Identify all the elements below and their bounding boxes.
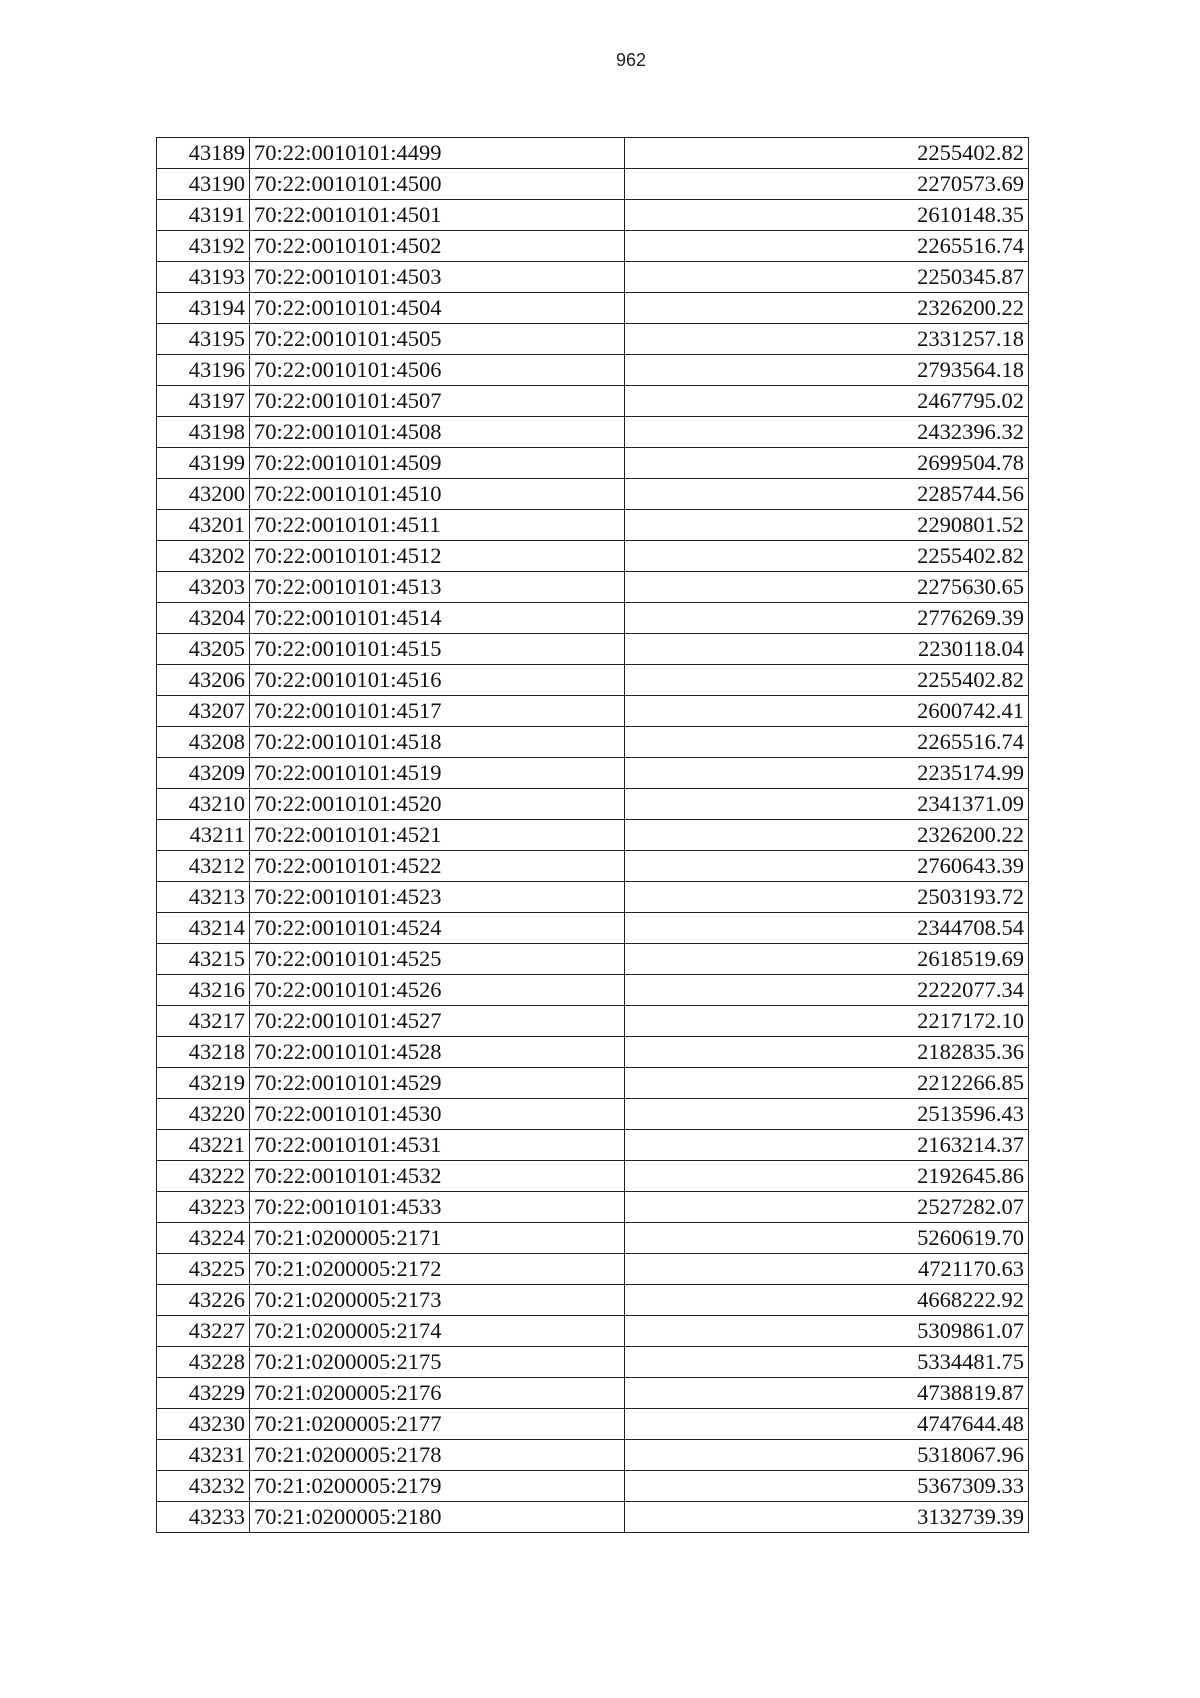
cadastral-number-cell: 70:22:0010101:4512 [250, 541, 625, 572]
row-number-cell: 43198 [157, 417, 250, 448]
cadastral-number-cell: 70:22:0010101:4515 [250, 634, 625, 665]
row-number-cell: 43228 [157, 1347, 250, 1378]
row-number-cell: 43197 [157, 386, 250, 417]
table-row [157, 851, 1029, 882]
value-cell: 2344708.54 [625, 913, 1029, 944]
table-row [157, 1502, 1029, 1533]
value-cell: 2250345.87 [625, 262, 1029, 293]
value-cell: 4747644.48 [625, 1409, 1029, 1440]
row-number-cell: 43229 [157, 1378, 250, 1409]
value-cell: 4738819.87 [625, 1378, 1029, 1409]
value-cell: 5260619.70 [625, 1223, 1029, 1254]
cadastral-number-cell: 70:22:0010101:4505 [250, 324, 625, 355]
cadastral-number-cell: 70:22:0010101:4518 [250, 727, 625, 758]
value-cell: 2163214.37 [625, 1130, 1029, 1161]
value-cell: 2341371.09 [625, 789, 1029, 820]
cadastral-number-cell: 70:22:0010101:4506 [250, 355, 625, 386]
cadastral-number-cell: 70:21:0200005:2178 [250, 1440, 625, 1471]
table-row [157, 1099, 1029, 1130]
value-cell: 5367309.33 [625, 1471, 1029, 1502]
cadastral-number-cell: 70:22:0010101:4527 [250, 1006, 625, 1037]
row-number-cell: 43199 [157, 448, 250, 479]
table-body [157, 138, 1029, 1533]
table-row [157, 262, 1029, 293]
row-number-cell: 43212 [157, 851, 250, 882]
row-number-cell: 43219 [157, 1068, 250, 1099]
table-row [157, 417, 1029, 448]
cadastral-number-cell: 70:22:0010101:4517 [250, 696, 625, 727]
value-cell: 2467795.02 [625, 386, 1029, 417]
row-number-cell: 43222 [157, 1161, 250, 1192]
value-cell: 2618519.69 [625, 944, 1029, 975]
cadastral-number-cell: 70:22:0010101:4500 [250, 169, 625, 200]
cadastral-number-cell: 70:22:0010101:4511 [250, 510, 625, 541]
row-number-cell: 43215 [157, 944, 250, 975]
table-row [157, 1316, 1029, 1347]
cadastral-number-cell: 70:21:0200005:2173 [250, 1285, 625, 1316]
table-row [157, 1130, 1029, 1161]
row-number-cell: 43202 [157, 541, 250, 572]
value-cell: 2760643.39 [625, 851, 1029, 882]
cadastral-number-cell: 70:21:0200005:2176 [250, 1378, 625, 1409]
value-cell: 2182835.36 [625, 1037, 1029, 1068]
row-number-cell: 43194 [157, 293, 250, 324]
value-cell: 2600742.41 [625, 696, 1029, 727]
cadastral-number-cell: 70:22:0010101:4528 [250, 1037, 625, 1068]
value-cell: 2290801.52 [625, 510, 1029, 541]
cadastral-number-cell: 70:22:0010101:4526 [250, 975, 625, 1006]
table-row [157, 541, 1029, 572]
table-row [157, 665, 1029, 696]
table-row [157, 975, 1029, 1006]
table-row [157, 169, 1029, 200]
row-number-cell: 43233 [157, 1502, 250, 1533]
table-row [157, 324, 1029, 355]
cadastral-value-table [156, 137, 1029, 1533]
value-cell: 2793564.18 [625, 355, 1029, 386]
table-row [157, 1037, 1029, 1068]
page-number: 962 [615, 50, 647, 70]
table-row [157, 1440, 1029, 1471]
value-cell: 2255402.82 [625, 541, 1029, 572]
table-row [157, 603, 1029, 634]
cadastral-number-cell: 70:22:0010101:4504 [250, 293, 625, 324]
cadastral-number-cell: 70:22:0010101:4516 [250, 665, 625, 696]
row-number-cell: 43226 [157, 1285, 250, 1316]
row-number-cell: 43209 [157, 758, 250, 789]
value-cell: 2776269.39 [625, 603, 1029, 634]
cadastral-number-cell: 70:22:0010101:4513 [250, 572, 625, 603]
value-cell: 2270573.69 [625, 169, 1029, 200]
value-cell: 2212266.85 [625, 1068, 1029, 1099]
value-cell: 2192645.86 [625, 1161, 1029, 1192]
row-number-cell: 43206 [157, 665, 250, 696]
cadastral-number-cell: 70:21:0200005:2175 [250, 1347, 625, 1378]
cadastral-number-cell: 70:22:0010101:4523 [250, 882, 625, 913]
table-row [157, 1161, 1029, 1192]
table-row [157, 293, 1029, 324]
table-row [157, 1223, 1029, 1254]
cadastral-number-cell: 70:22:0010101:4519 [250, 758, 625, 789]
row-number-cell: 43190 [157, 169, 250, 200]
table-row [157, 510, 1029, 541]
row-number-cell: 43216 [157, 975, 250, 1006]
table-row [157, 820, 1029, 851]
cadastral-number-cell: 70:22:0010101:4521 [250, 820, 625, 851]
cadastral-number-cell: 70:22:0010101:4532 [250, 1161, 625, 1192]
table-row [157, 944, 1029, 975]
cadastral-number-cell: 70:22:0010101:4510 [250, 479, 625, 510]
table-row [157, 479, 1029, 510]
cadastral-number-cell: 70:22:0010101:4529 [250, 1068, 625, 1099]
value-cell: 2513596.43 [625, 1099, 1029, 1130]
table-row [157, 913, 1029, 944]
table-row [157, 1192, 1029, 1223]
table-row [157, 572, 1029, 603]
row-number-cell: 43224 [157, 1223, 250, 1254]
cadastral-number-cell: 70:21:0200005:2180 [250, 1502, 625, 1533]
table-row [157, 1409, 1029, 1440]
cadastral-number-cell: 70:22:0010101:4501 [250, 200, 625, 231]
value-cell: 2222077.34 [625, 975, 1029, 1006]
row-number-cell: 43221 [157, 1130, 250, 1161]
row-number-cell: 43230 [157, 1409, 250, 1440]
table-row [157, 1285, 1029, 1316]
table-row [157, 138, 1029, 169]
value-cell: 5318067.96 [625, 1440, 1029, 1471]
table-row [157, 355, 1029, 386]
row-number-cell: 43210 [157, 789, 250, 820]
value-cell: 5334481.75 [625, 1347, 1029, 1378]
value-cell: 5309861.07 [625, 1316, 1029, 1347]
value-cell: 2699504.78 [625, 448, 1029, 479]
row-number-cell: 43232 [157, 1471, 250, 1502]
value-cell: 2230118.04 [625, 634, 1029, 665]
cadastral-number-cell: 70:22:0010101:4509 [250, 448, 625, 479]
row-number-cell: 43213 [157, 882, 250, 913]
value-cell: 2275630.65 [625, 572, 1029, 603]
value-cell: 2326200.22 [625, 293, 1029, 324]
row-number-cell: 43192 [157, 231, 250, 262]
row-number-cell: 43211 [157, 820, 250, 851]
value-cell: 4668222.92 [625, 1285, 1029, 1316]
cadastral-number-cell: 70:21:0200005:2174 [250, 1316, 625, 1347]
cadastral-number-cell: 70:22:0010101:4507 [250, 386, 625, 417]
value-cell: 2265516.74 [625, 727, 1029, 758]
cadastral-number-cell: 70:22:0010101:4514 [250, 603, 625, 634]
cadastral-number-cell: 70:22:0010101:4525 [250, 944, 625, 975]
row-number-cell: 43208 [157, 727, 250, 758]
value-cell: 2326200.22 [625, 820, 1029, 851]
row-number-cell: 43201 [157, 510, 250, 541]
cadastral-number-cell: 70:21:0200005:2179 [250, 1471, 625, 1502]
row-number-cell: 43205 [157, 634, 250, 665]
table-row [157, 1254, 1029, 1285]
row-number-cell: 43231 [157, 1440, 250, 1471]
table-row [157, 1347, 1029, 1378]
cadastral-number-cell: 70:22:0010101:4531 [250, 1130, 625, 1161]
value-cell: 2331257.18 [625, 324, 1029, 355]
value-cell: 2503193.72 [625, 882, 1029, 913]
value-cell: 2255402.82 [625, 665, 1029, 696]
row-number-cell: 43200 [157, 479, 250, 510]
value-cell: 2285744.56 [625, 479, 1029, 510]
cadastral-number-cell: 70:22:0010101:4533 [250, 1192, 625, 1223]
table-row [157, 758, 1029, 789]
table-row [157, 696, 1029, 727]
value-cell: 2432396.32 [625, 417, 1029, 448]
cadastral-number-cell: 70:22:0010101:4503 [250, 262, 625, 293]
table-row [157, 1068, 1029, 1099]
cadastral-number-cell: 70:22:0010101:4530 [250, 1099, 625, 1130]
table-row [157, 200, 1029, 231]
row-number-cell: 43193 [157, 262, 250, 293]
row-number-cell: 43195 [157, 324, 250, 355]
value-cell: 2255402.82 [625, 138, 1029, 169]
row-number-cell: 43203 [157, 572, 250, 603]
row-number-cell: 43227 [157, 1316, 250, 1347]
table-row [157, 727, 1029, 758]
table-row [157, 231, 1029, 262]
cadastral-number-cell: 70:22:0010101:4502 [250, 231, 625, 262]
row-number-cell: 43189 [157, 138, 250, 169]
row-number-cell: 43207 [157, 696, 250, 727]
row-number-cell: 43204 [157, 603, 250, 634]
row-number-cell: 43218 [157, 1037, 250, 1068]
value-cell: 2610148.35 [625, 200, 1029, 231]
value-cell: 4721170.63 [625, 1254, 1029, 1285]
row-number-cell: 43223 [157, 1192, 250, 1223]
cadastral-number-cell: 70:22:0010101:4522 [250, 851, 625, 882]
cadastral-number-cell: 70:22:0010101:4508 [250, 417, 625, 448]
row-number-cell: 43220 [157, 1099, 250, 1130]
table-row [157, 1378, 1029, 1409]
table-row [157, 448, 1029, 479]
row-number-cell: 43225 [157, 1254, 250, 1285]
table-row [157, 634, 1029, 665]
row-number-cell: 43217 [157, 1006, 250, 1037]
value-cell: 3132739.39 [625, 1502, 1029, 1533]
cadastral-number-cell: 70:21:0200005:2172 [250, 1254, 625, 1285]
table-row [157, 882, 1029, 913]
cadastral-number-cell: 70:21:0200005:2171 [250, 1223, 625, 1254]
cadastral-number-cell: 70:22:0010101:4499 [250, 138, 625, 169]
value-cell: 2527282.07 [625, 1192, 1029, 1223]
row-number-cell: 43191 [157, 200, 250, 231]
row-number-cell: 43196 [157, 355, 250, 386]
row-number-cell: 43214 [157, 913, 250, 944]
cadastral-number-cell: 70:22:0010101:4524 [250, 913, 625, 944]
table-row [157, 1471, 1029, 1502]
value-cell: 2235174.99 [625, 758, 1029, 789]
table-row [157, 1006, 1029, 1037]
table-row [157, 386, 1029, 417]
cadastral-number-cell: 70:21:0200005:2177 [250, 1409, 625, 1440]
table-row [157, 789, 1029, 820]
cadastral-number-cell: 70:22:0010101:4520 [250, 789, 625, 820]
value-cell: 2217172.10 [625, 1006, 1029, 1037]
value-cell: 2265516.74 [625, 231, 1029, 262]
